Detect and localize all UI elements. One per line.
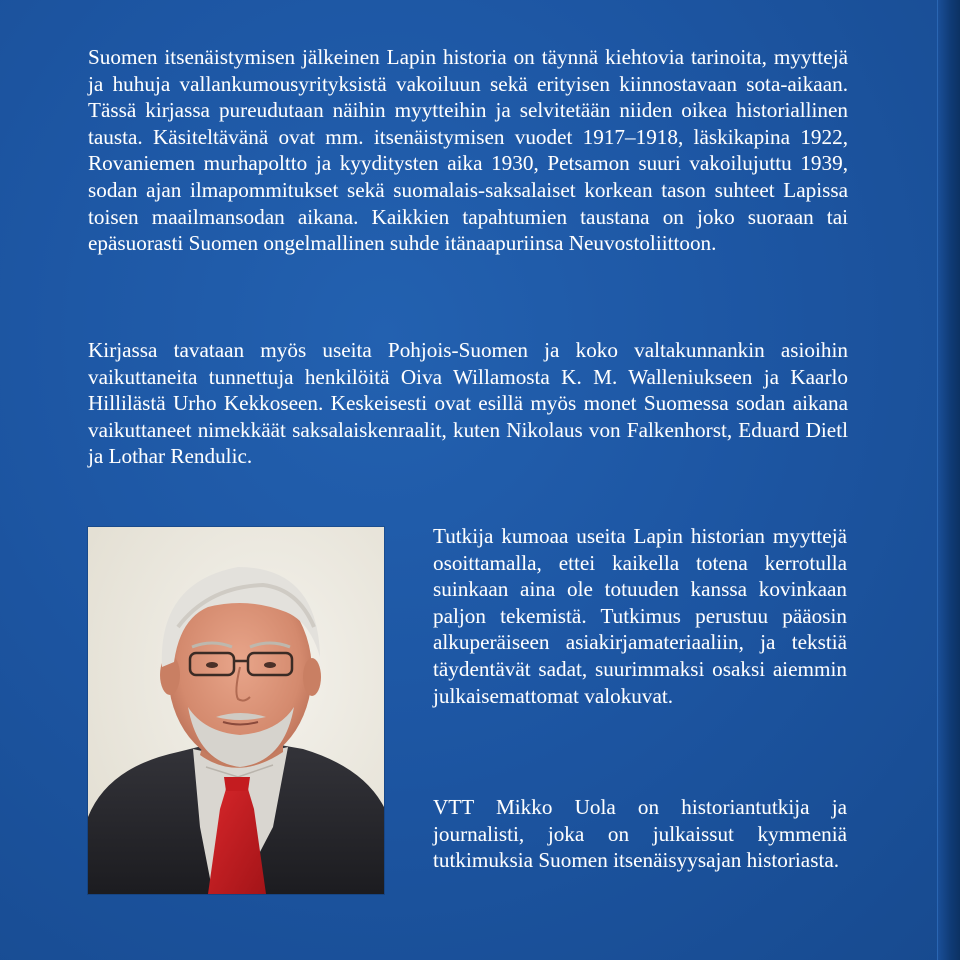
blurb-paragraph-2: Kirjassa tavataan myös useita Pohjois-Suomen ja koko valtakunnankin asioihin vaikuttaneita tunnettuja henkilöitä Oiva Willamosta K. M. Walleniukseen ja Kaarlo Hillilästä Urho Kekkoseen. Keskeisesti ovat esillä myös monet Suomessa sodan aikana vaikuttaneet nimekkäät saksalaiskenraalit, kuten Nikolaus von Falkenhorst, Eduard Dietl ja Lothar Rendulic.	[88, 338, 848, 469]
cover-spine-edge	[937, 0, 960, 960]
blurb-paragraph-1: Suomen itsenäistymisen jälkeinen Lapin historia on täynnä kiehtovia tarinoita, myyttejä ja huhuja vallankumousyrityksistä vakoiluun sekä erityisen kiinnostavaan sota-aikaan. Tässä kirjassa pureudutaan näihin myytteihin ja selvitetään niiden oikea historiallinen tausta. Käsiteltävänä ovat mm. itsenäistymisen vuodet 1917–1918, läskikapina 1922, Rovaniemen murhapoltto ja kyyditysten aika 1930, Petsamon suuri vakoilujuttu 1939, sodan ajan ilmapommitukset sekä suomalais-saksalaiset korkean tason suhteet Lapissa toisen maailmansodan aikana. Kaikkien tapahtumien taustana on joko suoraan tai epäsuorasti Suomen ongelmallinen suhde itänaapuriinsa Neuvostoliittoon.	[88, 45, 848, 256]
blurb-paragraph-3: Tutkija kumoaa useita Lapin historian myyttejä osoittamalla, ettei kaikella totena kerrotulla suinkaan aina ole totuuden kanssa kovinkaan paljon tekemistä. Tutkimus perustuu pääosin alkuperäiseen asiakirjamateriaaliin, ja tekstiä täydentävät sadat, suurimmaksi osaksi aiemmin julkaisemattomat valokuvat.	[433, 524, 847, 708]
author-bio: VTT Mikko Uola on historiantutkija ja journalisti, joka on julkaissut kymmeniä tutkimuksia Suomen itsenäisyysajan historiasta.	[433, 795, 847, 873]
author-photo	[88, 527, 384, 894]
